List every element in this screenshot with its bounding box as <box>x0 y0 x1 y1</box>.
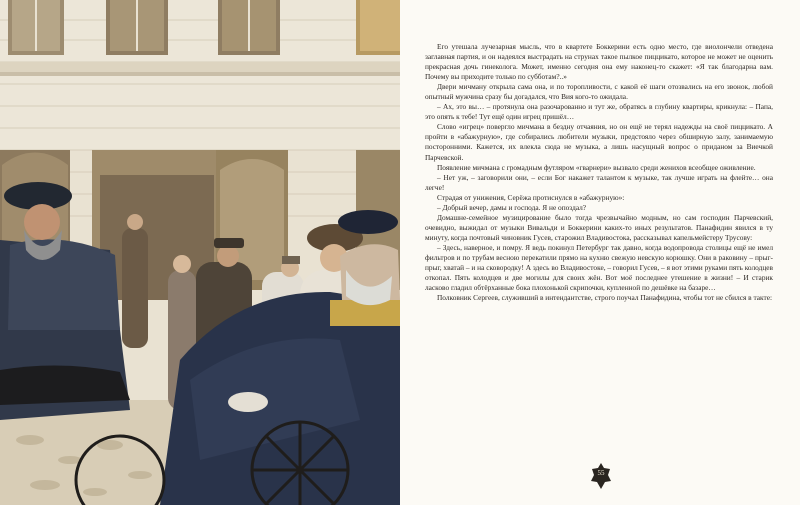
page-number-badge <box>589 462 613 490</box>
paragraph: Появление мичмана с громадным футляром «гварнери» вызвало среди женихов всеобщее оживление. <box>437 162 756 172</box>
body-text <box>425 42 773 303</box>
paragraph: Слово «игрец» повергло мичмана в бездну отчаяния, но он ещё не терял надежды на своё пиццикато. А пройти в «абажурную», где собирались любители музыки, предстояло через обширную залу, занимаемую посторонними. Кажется, их влекла сюда не музыка, а лишь насущный вопрос о приданом за Виечкой Парчевской. <box>425 122 773 162</box>
paragraph: – Нет уж, – заговорили они, – если Бог накажет талантом к музыке, так лучше играть на флейте… она легче! <box>425 172 773 192</box>
paragraph: Домашне-семейное музицирование было тогда чрезвычайно модным, но сам господин Парчевский, очевидно, выжидал от музыки Вивальди и Боккерини каких-то иных результатов. Панафидин явился в ту минуту, когда почтовый чиновник Гусев, старожил Владивостока, рассказывал капельмейстеру Трусову: <box>425 212 773 242</box>
paragraph: – Добрый вечер, дамы и господа. Я не опоздал? <box>437 202 587 212</box>
paragraph: – Здесь, наверное, и помру. Я ведь покинул Петербург так давно, когда водопровода столицы ещё не имел фильтров и по трубам весною перекатили прямо на кухню свежую невскую корюшку. Они в раковину – прыг-прыг, хватай – и на сковородку! А здесь во Владивостоке, – говорил Гусев, – я вот этими руками пять колодцев откопал. Пять колодцев и две могилы для своих жён. Вот моё последнее утешение в жизни! – И старик ласково гладил обтёрханные бока плохонькой скрипочки, купленной по дешёвке на базаре… <box>425 242 773 293</box>
paragraph: – Ах, это вы… – протянула она разочарованно и тут же, обратясь в глубину квартиры, крикнула: – Папа, это опять к тебе! Тут ещё один игрец пришёл… <box>425 102 773 122</box>
paragraph: Страдая от унижения, Серёжа протиснулся в «абажурную»: <box>437 192 625 202</box>
page-number: 55 <box>597 469 605 477</box>
paragraph: Его утешала лучезарная мысль, что в квартете Боккерини есть одно место, где виолончели отведена заглавная партия, и он надеялся выстрадать на струнах такое пылкое пиццикато, которое не может не оценить прекрасная дочь гинеколога. Может, именно сегодня она ему наконец-то скажет: «Я так благодарна вам. Почему вы приходите только по субботам?..» <box>425 42 773 82</box>
paragraph: Двери мичману открыла сама она, и по торопливости, с какой её шаги отозвались на его звонок, любой опытный мужчина сразу бы догадался, что Вия кого-то ожидала. <box>425 82 773 102</box>
paragraph: Полковник Сергеев, служивший в интендантстве, строго поучал Панафидина, чтобы тот не сбился в такте: <box>437 293 773 303</box>
